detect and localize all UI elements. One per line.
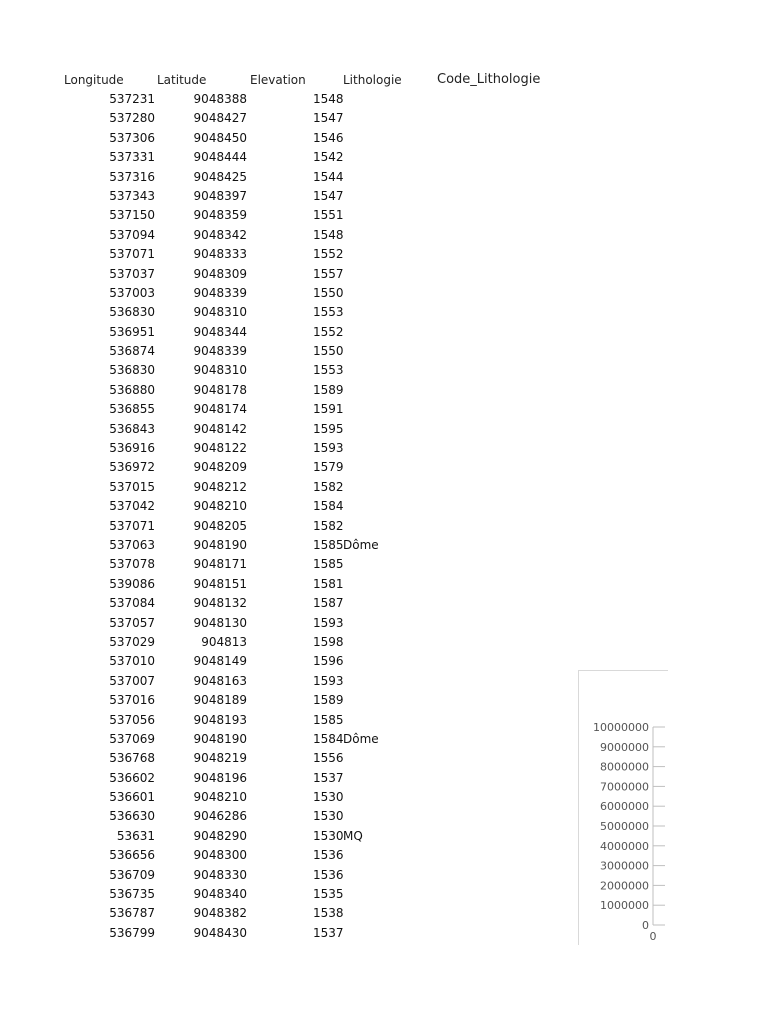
header-longitude: Longitude xyxy=(64,73,124,87)
table-row xyxy=(0,361,560,380)
table-row xyxy=(0,284,560,303)
cell-longitude: 537231 xyxy=(109,92,155,106)
cell-longitude: 537078 xyxy=(109,557,155,572)
cell-elevation: 1593 xyxy=(313,673,344,688)
cell-latitude: 9048382 xyxy=(193,906,247,921)
table-row xyxy=(0,691,560,710)
table-row xyxy=(0,342,560,361)
table-row xyxy=(0,478,560,497)
cell-elevation: 1546 xyxy=(313,130,344,145)
table-row xyxy=(0,749,560,768)
y-tick-label: 9000000 xyxy=(600,740,649,754)
cell-elevation: 1589 xyxy=(313,693,344,708)
table-row xyxy=(0,497,560,516)
cell-latitude: 9048444 xyxy=(193,150,247,165)
cell-latitude: 9048339 xyxy=(193,344,247,359)
cell-longitude: 537029 xyxy=(109,634,155,649)
cell-latitude: 9048309 xyxy=(193,266,247,281)
cell-longitude: 536880 xyxy=(109,382,155,397)
cell-longitude: 536830 xyxy=(109,305,155,320)
cell-elevation: 1536 xyxy=(313,867,344,882)
table-row xyxy=(0,866,560,885)
cell-elevation: 1544 xyxy=(313,169,344,184)
cell-latitude: 9048310 xyxy=(193,363,247,378)
table-row xyxy=(0,226,560,245)
cell-latitude: 9048397 xyxy=(193,188,247,203)
cell-latitude: 9048219 xyxy=(193,751,247,766)
cell-elevation: 1593 xyxy=(313,441,344,456)
table-row xyxy=(0,807,560,826)
y-tick-label: 5000000 xyxy=(600,820,649,833)
cell-elevation: 1585 xyxy=(313,712,344,727)
header-latitude: Latitude xyxy=(157,73,207,87)
table-row xyxy=(0,652,560,671)
embedded-chart xyxy=(578,670,668,945)
cell-longitude: 537150 xyxy=(109,208,155,223)
cell-latitude: 9048174 xyxy=(193,402,247,417)
cell-latitude: 9048193 xyxy=(193,712,247,727)
cell-latitude: 9048210 xyxy=(193,499,247,514)
cell-longitude: 537015 xyxy=(109,479,155,494)
cell-latitude: 9048189 xyxy=(193,693,247,708)
cell-longitude: 536630 xyxy=(109,809,155,824)
table-row xyxy=(0,168,560,187)
cell-latitude: 9048171 xyxy=(193,557,247,572)
cell-lithologie: Dôme xyxy=(343,537,379,552)
cell-longitude: 537094 xyxy=(109,227,155,242)
cell-latitude: 9048149 xyxy=(193,654,247,669)
cell-longitude: 536855 xyxy=(109,402,155,417)
cell-latitude: 9048430 xyxy=(193,925,247,940)
cell-latitude: 9048178 xyxy=(193,382,247,397)
table-row xyxy=(0,672,560,691)
cell-longitude: 537071 xyxy=(109,247,155,262)
table-row xyxy=(0,633,560,652)
cell-elevation: 1596 xyxy=(313,654,344,669)
cell-latitude: 9048190 xyxy=(193,537,247,552)
cell-longitude: 537071 xyxy=(109,518,155,533)
cell-elevation: 1537 xyxy=(313,925,344,940)
cell-longitude: 537016 xyxy=(109,693,155,708)
table-row xyxy=(0,439,560,458)
cell-longitude: 536787 xyxy=(109,906,155,921)
y-tick-label: 3000000 xyxy=(600,859,649,873)
cell-elevation: 1530 xyxy=(313,828,344,843)
cell-latitude: 9048425 xyxy=(193,169,247,184)
cell-longitude: 537037 xyxy=(109,266,155,281)
cell-latitude: 9048300 xyxy=(193,848,247,863)
cell-longitude: 537010 xyxy=(109,654,155,669)
cell-latitude: 9048388 xyxy=(193,92,247,106)
cell-longitude: 536874 xyxy=(109,344,155,359)
cell-elevation: 1591 xyxy=(313,402,344,417)
table-row xyxy=(0,206,560,225)
cell-longitude: 536735 xyxy=(109,887,155,902)
y-tick-label: 7000000 xyxy=(600,780,649,794)
cell-lithologie: Dôme xyxy=(343,731,379,746)
table-row xyxy=(0,303,560,322)
table-row xyxy=(0,420,560,439)
table-row xyxy=(0,885,560,904)
cell-longitude: 536951 xyxy=(109,324,155,339)
cell-elevation: 1552 xyxy=(313,247,344,262)
y-tick-label: 1000000 xyxy=(600,899,649,913)
cell-longitude: 536830 xyxy=(109,363,155,378)
cell-longitude: 539086 xyxy=(109,576,155,591)
cell-longitude: 537007 xyxy=(109,673,155,688)
cell-longitude: 536916 xyxy=(109,441,155,456)
table-row xyxy=(0,614,560,633)
cell-longitude: 536843 xyxy=(109,421,155,436)
cell-longitude: 537069 xyxy=(109,731,155,746)
cell-latitude: 9048210 xyxy=(193,790,247,805)
cell-longitude: 536709 xyxy=(109,867,155,882)
cell-elevation: 1587 xyxy=(313,596,344,611)
y-tick-label: 4000000 xyxy=(600,839,649,853)
cell-latitude: 9048196 xyxy=(193,770,247,785)
table-row xyxy=(0,109,560,128)
cell-elevation: 1548 xyxy=(313,227,344,242)
table-row xyxy=(0,904,560,923)
cell-longitude: 537331 xyxy=(109,150,155,165)
cell-elevation: 1530 xyxy=(313,809,344,824)
cell-latitude: 9048339 xyxy=(193,285,247,300)
cell-latitude: 9048190 xyxy=(193,731,247,746)
cell-elevation: 1579 xyxy=(313,460,344,475)
cell-longitude: 536601 xyxy=(109,790,155,805)
table-row xyxy=(0,245,560,264)
cell-elevation: 1550 xyxy=(313,344,344,359)
cell-elevation: 1593 xyxy=(313,615,344,630)
cell-longitude: 537084 xyxy=(109,596,155,611)
cell-elevation: 1585 xyxy=(313,537,344,552)
table-row xyxy=(0,711,560,730)
cell-elevation: 1585 xyxy=(313,557,344,572)
table-row xyxy=(0,555,560,574)
data-table xyxy=(0,90,560,943)
cell-latitude: 9048122 xyxy=(193,441,247,456)
cell-latitude: 9048209 xyxy=(193,460,247,475)
table-row xyxy=(0,788,560,807)
table-row xyxy=(0,846,560,865)
cell-elevation: 1553 xyxy=(313,363,344,378)
cell-longitude: 536602 xyxy=(109,770,155,785)
table-row xyxy=(0,400,560,419)
cell-longitude: 537003 xyxy=(109,285,155,300)
cell-elevation: 1552 xyxy=(313,324,344,339)
cell-latitude: 9048359 xyxy=(193,208,247,223)
table-row xyxy=(0,594,560,613)
cell-elevation: 1547 xyxy=(313,188,344,203)
y-tick-label: 0 xyxy=(642,919,649,932)
cell-latitude: 9048132 xyxy=(193,596,247,611)
cell-latitude: 9048427 xyxy=(193,111,247,126)
cell-longitude: 537280 xyxy=(109,111,155,126)
cell-longitude: 536656 xyxy=(109,848,155,863)
cell-elevation: 1582 xyxy=(313,518,344,533)
cell-latitude: 9048290 xyxy=(193,828,247,843)
cell-longitude: 537343 xyxy=(109,188,155,203)
cell-longitude: 537306 xyxy=(109,130,155,145)
cell-latitude: 9048340 xyxy=(193,887,247,902)
table-row xyxy=(0,323,560,342)
chart-svg xyxy=(578,670,668,945)
cell-elevation: 1538 xyxy=(313,906,344,921)
cell-latitude: 9048342 xyxy=(193,227,247,242)
table-row xyxy=(0,827,560,846)
y-tick-label: 8000000 xyxy=(600,760,649,774)
table-row xyxy=(0,575,560,594)
cell-elevation: 1537 xyxy=(313,770,344,785)
cell-elevation: 1548 xyxy=(313,92,344,106)
table-row xyxy=(0,730,560,749)
table-row xyxy=(0,265,560,284)
cell-elevation: 1536 xyxy=(313,848,344,863)
y-tick-label: 6000000 xyxy=(600,800,649,814)
cell-latitude: 9046286 xyxy=(193,809,247,824)
cell-longitude: 537063 xyxy=(109,537,155,552)
cell-longitude: 537057 xyxy=(109,615,155,630)
cell-latitude: 9048330 xyxy=(193,867,247,882)
y-tick-label: 10000000 xyxy=(593,721,649,734)
cell-latitude: 9048212 xyxy=(193,479,247,494)
table-row xyxy=(0,148,560,167)
cell-elevation: 1584 xyxy=(313,499,344,514)
cell-elevation: 1535 xyxy=(313,887,344,902)
cell-latitude: 9048333 xyxy=(193,247,247,262)
y-tick-label: 2000000 xyxy=(600,879,649,893)
table-row xyxy=(0,769,560,788)
header-code-lithologie: Code_Lithologie xyxy=(437,72,541,87)
cell-elevation: 1547 xyxy=(313,111,344,126)
table-row xyxy=(0,187,560,206)
cell-longitude: 53631 xyxy=(116,828,155,843)
cell-elevation: 1556 xyxy=(313,751,344,766)
table-row xyxy=(0,90,560,109)
cell-elevation: 1582 xyxy=(313,479,344,494)
cell-latitude: 9048450 xyxy=(193,130,247,145)
header-lithologie: Lithologie xyxy=(343,73,402,87)
cell-elevation: 1553 xyxy=(313,305,344,320)
cell-longitude: 537056 xyxy=(109,712,155,727)
cell-latitude: 9048205 xyxy=(193,518,247,533)
cell-elevation: 1584 xyxy=(313,731,344,746)
cell-latitude: 9048130 xyxy=(193,615,247,630)
table-row xyxy=(0,517,560,536)
cell-latitude: 9048344 xyxy=(193,324,247,339)
cell-latitude: 9048163 xyxy=(193,673,247,688)
table-row xyxy=(0,129,560,148)
cell-elevation: 1581 xyxy=(313,576,344,591)
cell-elevation: 1550 xyxy=(313,285,344,300)
table-row xyxy=(0,924,560,943)
cell-elevation: 1595 xyxy=(313,421,344,436)
cell-longitude: 536799 xyxy=(109,925,155,940)
header-elevation: Elevation xyxy=(250,73,306,87)
cell-latitude: 9048151 xyxy=(193,576,247,591)
cell-elevation: 1542 xyxy=(313,150,344,165)
cell-elevation: 1598 xyxy=(313,634,344,649)
cell-latitude: 904813 xyxy=(201,634,247,649)
cell-elevation: 1530 xyxy=(313,790,344,805)
cell-elevation: 1589 xyxy=(313,382,344,397)
cell-elevation: 1551 xyxy=(313,208,344,223)
cell-longitude: 536768 xyxy=(109,751,155,766)
table-row xyxy=(0,458,560,477)
cell-elevation: 1557 xyxy=(313,266,344,281)
cell-longitude: 536972 xyxy=(109,460,155,475)
x-tick-label: 0 xyxy=(649,930,657,943)
cell-latitude: 9048142 xyxy=(193,421,247,436)
cell-latitude: 9048310 xyxy=(193,305,247,320)
cell-lithologie: MQ xyxy=(343,828,363,843)
cell-longitude: 537042 xyxy=(109,499,155,514)
table-row xyxy=(0,381,560,400)
cell-longitude: 537316 xyxy=(109,169,155,184)
table-row xyxy=(0,536,560,555)
